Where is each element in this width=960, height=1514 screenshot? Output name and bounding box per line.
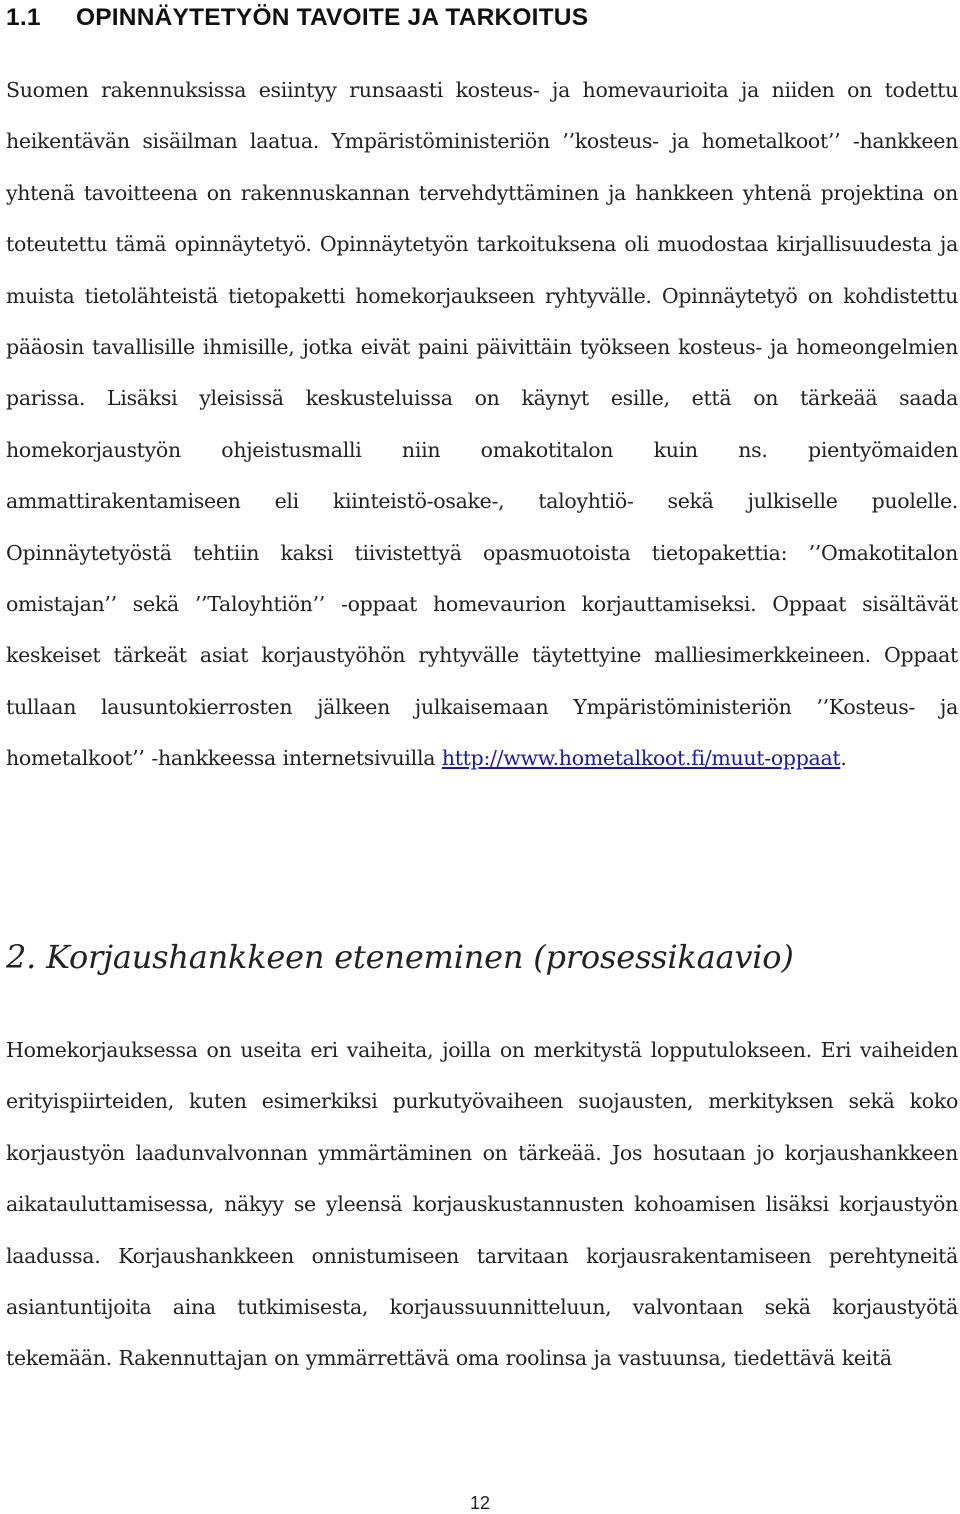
section-number: 1.1	[6, 4, 41, 31]
page-number: 12	[469, 1493, 491, 1513]
section-title: OPINNÄYTETYÖN TAVOITE JA TARKOITUS	[76, 4, 589, 31]
hometalkoot-link[interactable]: http://www.hometalkoot.fi/muut-oppaat	[441, 746, 841, 771]
paragraph-purpose	[6, 65, 958, 785]
section-heading	[6, 3, 588, 33]
paragraph-purpose-period: .	[840, 746, 847, 771]
paragraph-process	[6, 1025, 958, 1385]
paragraph-purpose-text: Suomen rakennuksissa esiintyy runsaasti kosteus- ja homevaurioita ja niiden on todettu heikentävän sisäilman laatua. Ympäristöministeriön ’’kosteus- ja hometalkoot’’ -hankkeen yhtenä tavoitteena on rakennuskannan tervehdyttäminen ja hankkeen yhtenä projektina on toteutettu tämä opinnäytetyö. Opinnäytetyön tarkoituksena oli muodostaa kirjallisuudesta ja muista tietolähteistä tietopaketti homekorjaukseen ryhtyvälle. Opinnäytetyö on kohdistettu pääosin tavallisille ihmisille, jotka eivät paini päivittäin työkseen kosteus- ja homeongelmien parissa. Lisäksi yleisissä keskusteluissa on käynyt esille, että on tärkeää saada homekorjaustyön ohjeistusmalli niin omakotitalon kuin ns. pientyömaiden ammattirakentamiseen eli kiinteistö-osake-, taloyhtiö- sekä julkiselle puolelle. Opinnäytetyöstä tehtiin kaksi tiivistettyä opasmuotoista tietopakettia: ’’Omakotitalon omistajan’’ sekä ’’Taloyhtiön’’ -oppaat homevaurion korjauttamiseksi. Oppaat sisältävät keskeiset tärkeät asiat korjaustyöhön ryhtyvälle täytettyine malliesimerkkeineen. Oppaat tullaan lausuntokierrosten jälkeen julkaisemaan Ympäristöministeriön ’’Kosteus- ja hometalkoot’’ -hankkeessa internetsivuilla	[6, 78, 958, 771]
paragraph-process-text: Homekorjauksessa on useita eri vaiheita, joilla on merkitystä lopputulokseen. Eri vaiheiden erityispiirteiden, kuten esimerkiksi purkutyövaiheen suojausten, merkityksen sekä koko korjaustyön laadunvalvonnan ymmärtäminen on tärkeää. Jos hosutaan jo korjaushankkeen aikatauluttamisessa, näkyy se yleensä korjauskustannusten kohoamisen lisäksi korjaustyön laadussa. Korjaushankkeen onnistumiseen tarvitaan korjausrakentamiseen perehtyneitä asiantuntijoita aina tutkimisesta, korjaussuunnitteluun, valvontaan sekä korjaustyötä tekemään. Rakennuttajan on ymmärrettävä oma roolinsa ja vastuunsa, tiedettävä keitä	[6, 1038, 958, 1371]
chapter-heading: 2. Korjaushankkeen eteneminen (prosessikaavio)	[6, 938, 794, 976]
